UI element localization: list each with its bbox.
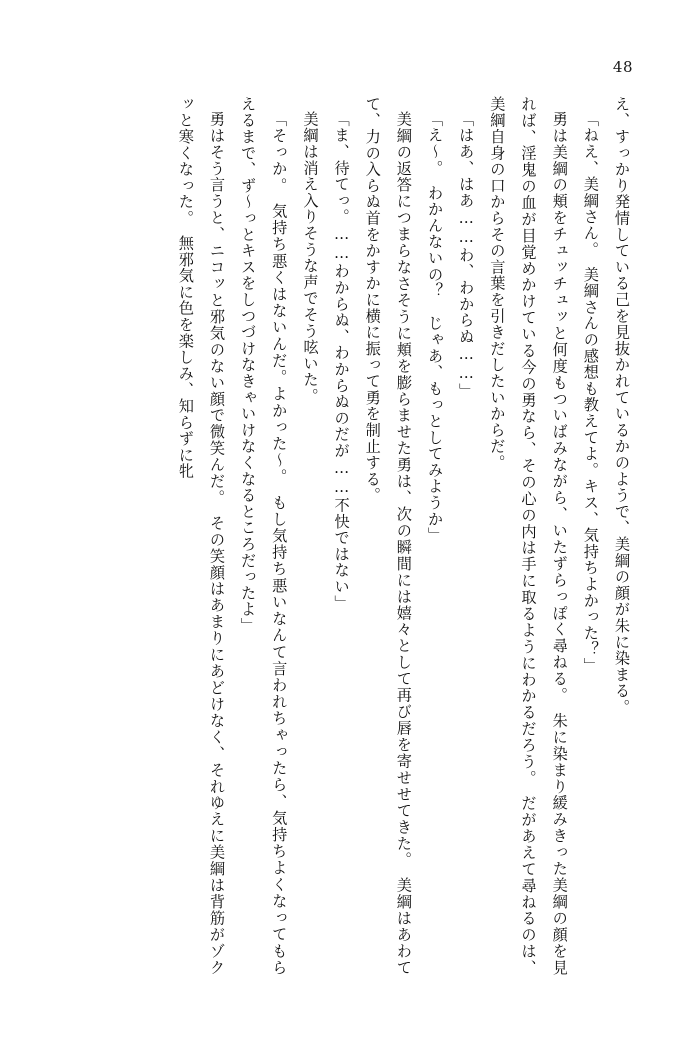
paragraph: え、すっかり発情している己を見抜かれているかのようで、美綱の顔が朱に染まる。 <box>613 96 631 716</box>
page-body-text <box>55 96 637 976</box>
paragraph: 「そっか。 気持ち悪くはないんだ。よかった～。 もし気持ち悪いなんて言われちゃったら、気持ちよくなってもらえるまで、ず～っとキスをしつづけなきゃいけなくなるところだったよ」 <box>239 96 289 976</box>
page-number: 48 <box>612 58 633 76</box>
paragraph: 勇はそう言うと、ニコッと邪気のない顔で微笑んだ。 その笑顔はあまりにあどけなく、それゆえに美綱は背筋がゾクッと寒くなった。 無邪気に色を楽しみ、知らずに牝 <box>176 96 226 976</box>
paragraph: 「ねえ、美綱さん。 美綱さんの感想も教えてよ。キス、気持ちよかった？」 <box>581 111 600 675</box>
paragraph: 「はあ、はあ……わ、わからぬ……」 <box>457 111 476 400</box>
paragraph: 「ま、待てっ。……わからぬ、わからぬのだが……不快ではない」 <box>332 111 351 612</box>
paragraph: 美綱は消え入りそうな声でそう呟いた。 <box>301 111 320 405</box>
paragraph: 勇は美綱の頬をチュッチュッと何度もついばみながら、いたずらっぽく尋ねる。 朱に染まり緩みきった美綱の顔を見れば、淫鬼の血が目覚めかけている今の勇なら、その心の内は手に取るようにわかるだろう。 だがあえて尋ねるのは、美綱自身の口からその言葉を引きだしたいからだ。 <box>488 96 569 976</box>
paragraph: 「え～。 わかんないの？ じゃあ、もっとしてみようか」 <box>426 111 445 544</box>
paragraph: 美綱の返答につまらなさそうに頬を膨らませた勇は、次の瞬間には嬉々として再び唇を寄せせてきた。 美綱はあわてて、力の入らぬ首をかすかに横に振って勇を制止する。 <box>363 96 413 976</box>
